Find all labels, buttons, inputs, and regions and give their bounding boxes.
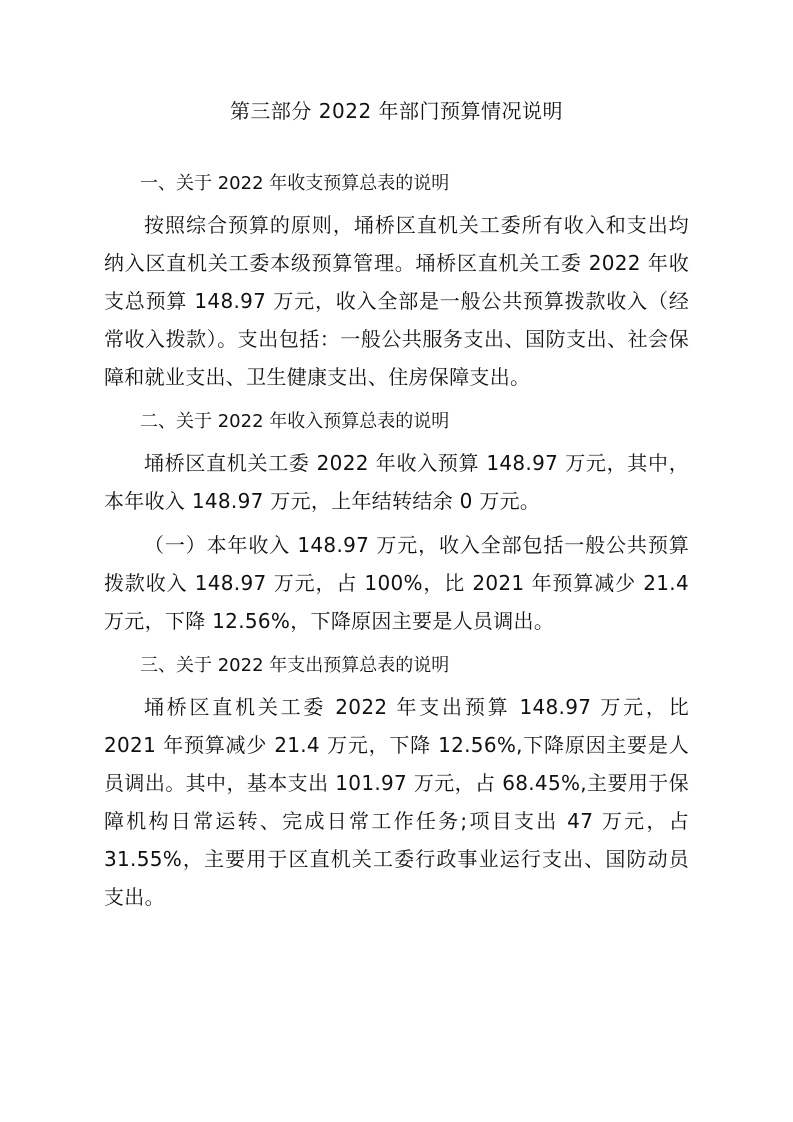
section-2-paragraph-1: 埇桥区直机关工委 2022 年收入预算 148.97 万元，其中，本年收入 148.97 万元，上年结转结余 0 万元。 [104, 451, 689, 513]
section-1-paragraph-1: 按照综合预算的原则，埇桥区直机关工委所有收入和支出均纳入区直机关工委本级预算管理。埇桥区直机关工委 2022 年收支总预算 148.97 万元，收入全部是一般公共预算拨款收入（经常收入拨款）。支出包括：一般公共服务支出、国防支出、社会保障和就业支出、卫生健康支出、住房保障支出。 [104, 213, 689, 389]
section-3 [104, 646, 689, 916]
section-2-paragraph-2: （一）本年收入 148.97 万元，收入全部包括一般公共预算拨款收入 148.97 万元，占 100%，比 2021 年预算减少 21.4 万元，下降 12.56%，下降原因主要是人员调出。 [104, 533, 689, 633]
section-3-paragraph-1: 埇桥区直机关工委 2022 年支出预算 148.97 万元，比 2021 年预算减少 21.4 万元，下降 12.56%,下降原因主要是人员调出。其中，基本支出 101.97 万元，占 68.45%,主要用于保障机构日常运转、完成日常工作任务;项目支出 47 万元，占 31.55%，主要用于区直机关工委行政事业运行支出、国防动员支出。 [104, 695, 689, 909]
section-1-heading: 一、关于 2022 年收支预算总表的说明 [140, 173, 450, 194]
page-title: 第三部分 2022 年部门预算情况说明 [229, 99, 564, 123]
section-3-heading: 三、关于 2022 年支出预算总表的说明 [140, 655, 450, 676]
section-1 [104, 164, 689, 396]
section-2 [104, 402, 689, 640]
section-2-heading: 二、关于 2022 年收入预算总表的说明 [140, 411, 450, 432]
